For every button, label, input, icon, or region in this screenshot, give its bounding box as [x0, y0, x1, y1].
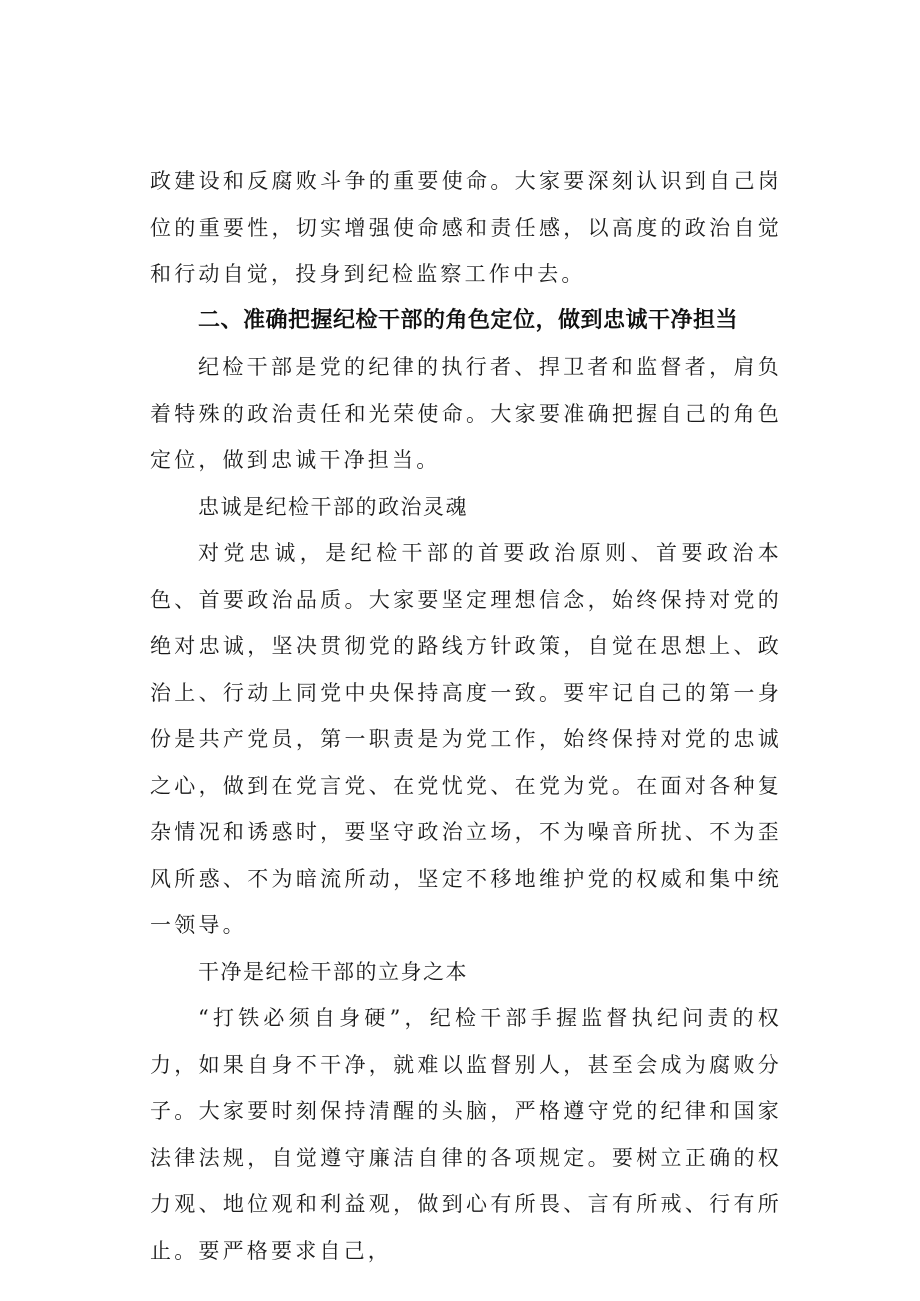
- paragraph-role-positioning: 纪检干部是党的纪律的执行者、捍卫者和监督者，肩负着特殊的政治责任和光荣使命。大家要准确把握自己的角色定位，做到忠诚干净担当。: [150, 355, 782, 472]
- paragraph-intro-continuation: 政建设和反腐败斗争的重要使命。大家要深刻认识到自己岗位的重要性，切实增强使命感和责任感，以高度的政治自觉和行动自觉，投身到纪检监察工作中去。: [150, 169, 782, 286]
- document-body: [150, 158, 782, 1274]
- subheading-loyalty: 忠诚是纪检干部的政治灵魂: [198, 494, 468, 519]
- paragraph-integrity: “打铁必须自身硬”，纪检干部手握监督执纪问责的权力，如果自身不干净，就难以监督别人，甚至会成为腐败分子。大家要时刻保持清醒的头脑，严格遵守党的纪律和国家法律法规，自觉遵守廉洁自律的各项规定。要树立正确的权力观、地位观和利益观，做到心有所畏、言有所戒、行有所止。要严格要求自己，: [150, 1006, 782, 1263]
- section-heading-2: 二、准确把握纪检干部的角色定位，做到忠诚干净担当: [198, 307, 739, 333]
- subheading-integrity: 干净是纪检干部的立身之本: [198, 959, 468, 984]
- paragraph-loyalty: 对党忠诚，是纪检干部的首要政治原则、首要政治本色、首要政治品质。大家要坚定理想信念，始终保持对党的绝对忠诚，坚决贯彻党的路线方针政策，自觉在思想上、政治上、行动上同党中央保持高度一致。要牢记自己的第一身份是共产党员，第一职责是为党工作，始终保持对党的忠诚之心，做到在党言党、在党忧党、在党为党。在面对各种复杂情况和诱惑时，要坚守政治立场，不为噪音所扰、不为歪风所惑、不为暗流所动，坚定不移地维护党的权威和集中统一领导。: [150, 541, 782, 937]
